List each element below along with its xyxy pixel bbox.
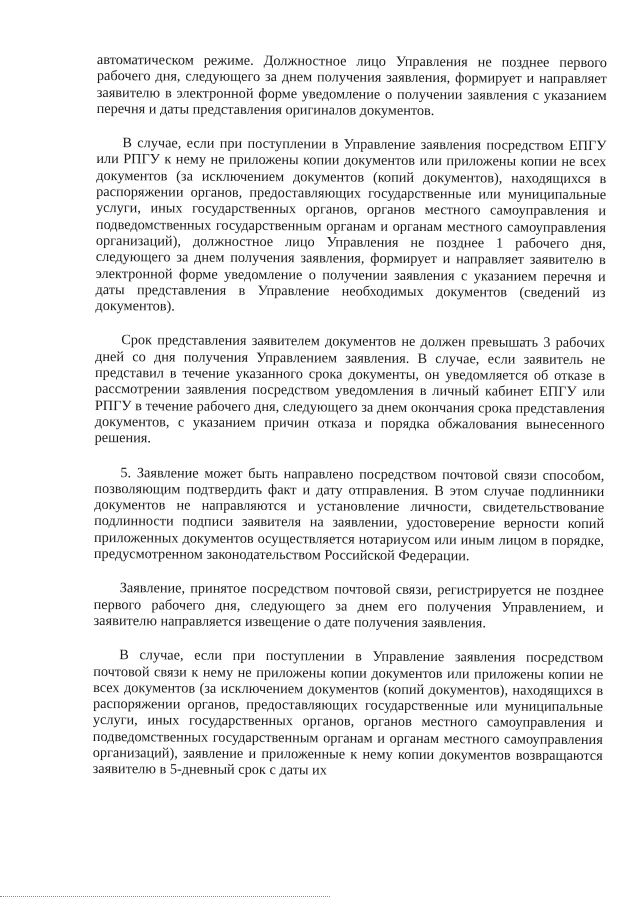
paragraph-postal-missing-documents: В случае, если при поступлении в Управление заявления посредством почтовой связи к нему не приложены копии документов или приложены копии не всех документов (за исключением документов (копий документов), находящихся в распоряжении органов, предоставляющих государственные или муниципальные услуги, иных государственных органов, органов местного самоуправления и подведомственных государственным органам и органам местного самоуправления организаций), заявление и приложенные к нему копии документов возвращаются заявителю в 5-дневный срок с даты их — [92, 647, 604, 779]
paragraph-postal-registration: Заявление, принятое посредством почтовой связи, регистрируется не позднее первого рабочего дня, следующего за днем его получения Управлением, и заявителю направляется извещение о дате получения заявления. — [93, 580, 604, 632]
paragraph-epgu-missing-documents: В случае, если при поступлении в Управление заявления посредством ЕПГУ или РПГУ к нему не приложены копии документов или приложены копии не всех документов (за исключением документов (копий документов), находящихся в распоряжении органов, предоставляющих государственные или муниципальные услуги, иных государственных органов, органов местного самоуправления и подведомственных государственным органам и органам местного самоуправления организаций), должностное лицо Управления не позднее 1 рабочего дня, следующего за днем получения заявления, формирует и направляет заявителю в электронной форме уведомление о получении заявления с указанием перечня и даты представления в Управление необходимых документов (сведений из документов). — [95, 135, 607, 315]
paragraph-continuation: автоматическом режиме. Должностное лицо Управления не позднее первого рабочего дня, следующего за днем получения заявления, формирует и направляет заявителю в электронной форме уведомление о получении заявления с указанием перечня и даты представления оригиналов документов. — [96, 52, 607, 119]
document-body — [93, 52, 607, 781]
page-bottom-divider — [0, 896, 330, 897]
paragraph-submission-deadline: Срок представления заявителем документов не должен превышать 3 рабочих дней со дня получения Управлением заявления. В случае, если заявитель не представил в течение указанного срока документы, он уведомляется об отказе в рассмотрении заявления посредством уведомления в личный кабинет ЕПГУ или РПГУ в течение рабочего дня, следующего за днем окончания срока представления документов, с указанием причин отказа и порядка обжалования вынесенного решения. — [94, 332, 606, 447]
paragraph-item-5-postal: 5. Заявление может быть направлено посредством почтовой связи способом, позволяющим подтвердить факт и дату отправления. В этом случае подлинники документов не направляются и установление личности, свидетельствование подлинности подписи заявителя на заявлении, удостоверение верности копий приложенных документов осуществляется нотариусом или иным лицом в порядке, предусмотренном законодательством Российской Федерации. — [93, 464, 605, 565]
